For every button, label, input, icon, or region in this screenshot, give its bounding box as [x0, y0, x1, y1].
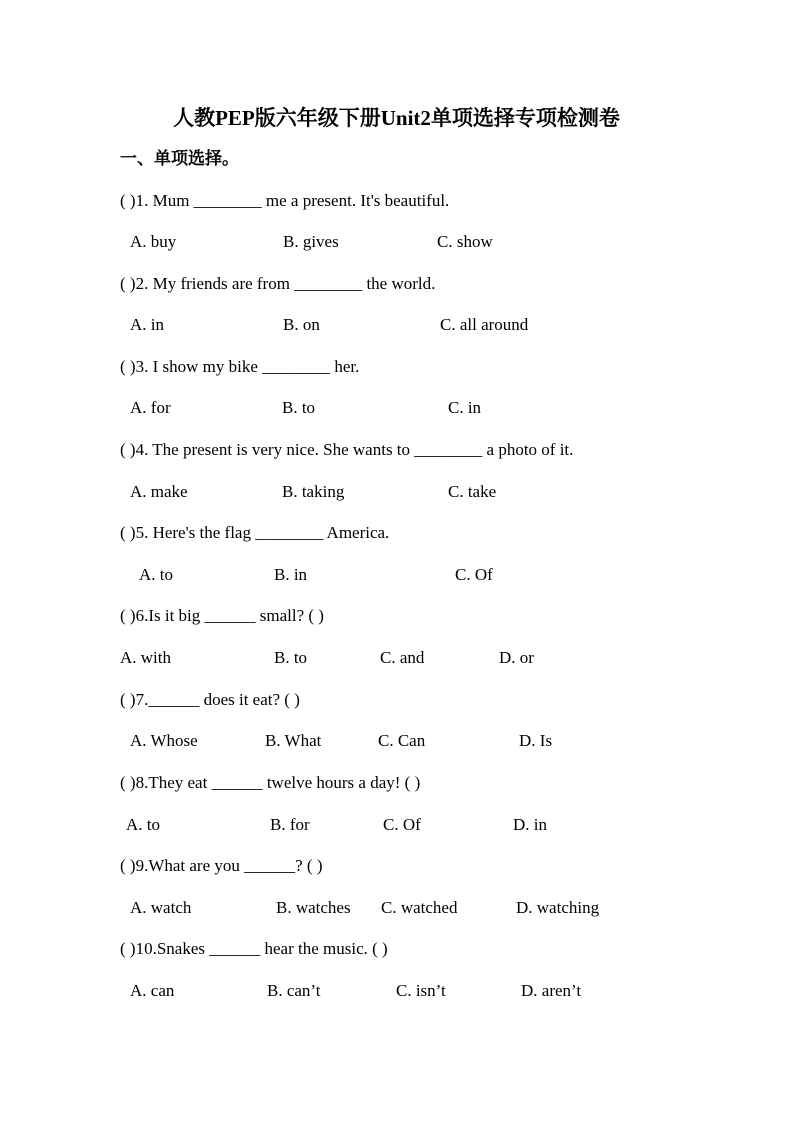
q6-option-d: D. or	[499, 648, 534, 667]
question-9: ( )9.What are you ______? ( )	[120, 856, 323, 875]
q4-option-b: B. taking	[282, 482, 345, 501]
question-4: ( )4. The present is very nice. She wants to ________ a photo of it.	[120, 440, 574, 459]
question-7: ( )7.______ does it eat? ( )	[120, 690, 300, 709]
q5-option-a: A. to	[139, 565, 173, 584]
q10-option-c: C. isn’t	[396, 981, 446, 1000]
q1-option-a: A. buy	[130, 232, 177, 251]
q10-option-b: B. can’t	[267, 981, 321, 1000]
q7-option-d: D. Is	[519, 731, 553, 750]
page-title: 人教PEP版六年级下册Unit2单项选择专项检测卷	[173, 106, 620, 130]
q10-option-a: A. can	[130, 981, 175, 1000]
q8-option-b: B. for	[270, 815, 310, 834]
question-5: ( )5. Here's the flag ________ America.	[120, 523, 390, 542]
q7-option-b: B. What	[265, 731, 322, 750]
question-3: ( )3. I show my bike ________ her.	[120, 357, 360, 376]
q7-option-a: A. Whose	[130, 731, 198, 750]
q6-option-b: B. to	[274, 648, 308, 667]
q2-option-a: A. in	[130, 315, 164, 334]
section-heading: 一、单项选择。	[120, 149, 239, 168]
q5-option-c: C. Of	[455, 565, 493, 584]
q3-option-a: A. for	[130, 398, 171, 417]
q9-option-b: B. watches	[276, 898, 351, 917]
question-8: ( )8.They eat ______ twelve hours a day! ( )	[120, 773, 421, 792]
q1-option-c: C. show	[437, 232, 493, 251]
question-2: ( )2. My friends are from ________ the world.	[120, 274, 436, 293]
q4-option-a: A. make	[130, 482, 188, 501]
q9-option-a: A. watch	[130, 898, 192, 917]
q1-option-b: B. gives	[283, 232, 339, 251]
question-10: ( )10.Snakes ______ hear the music. ( )	[120, 939, 388, 958]
q9-option-c: C. watched	[381, 898, 458, 917]
q3-option-b: B. to	[282, 398, 316, 417]
q9-option-d: D. watching	[516, 898, 600, 917]
q6-option-a: A. with	[120, 648, 171, 667]
q8-option-c: C. Of	[383, 815, 421, 834]
q8-option-d: D. in	[513, 815, 547, 834]
q2-option-c: C. all around	[440, 315, 529, 334]
q5-option-b: B. in	[274, 565, 308, 584]
q2-option-b: B. on	[283, 315, 320, 334]
q4-option-c: C. take	[448, 482, 497, 501]
q10-option-d: D. aren’t	[521, 981, 582, 1000]
question-1: ( )1. Mum ________ me a present. It's beautiful.	[120, 191, 450, 210]
question-6: ( )6.Is it big ______ small? ( )	[120, 606, 324, 625]
q7-option-c: C. Can	[378, 731, 426, 750]
q6-option-c: C. and	[380, 648, 425, 667]
q3-option-c: C. in	[448, 398, 482, 417]
q8-option-a: A. to	[126, 815, 160, 834]
